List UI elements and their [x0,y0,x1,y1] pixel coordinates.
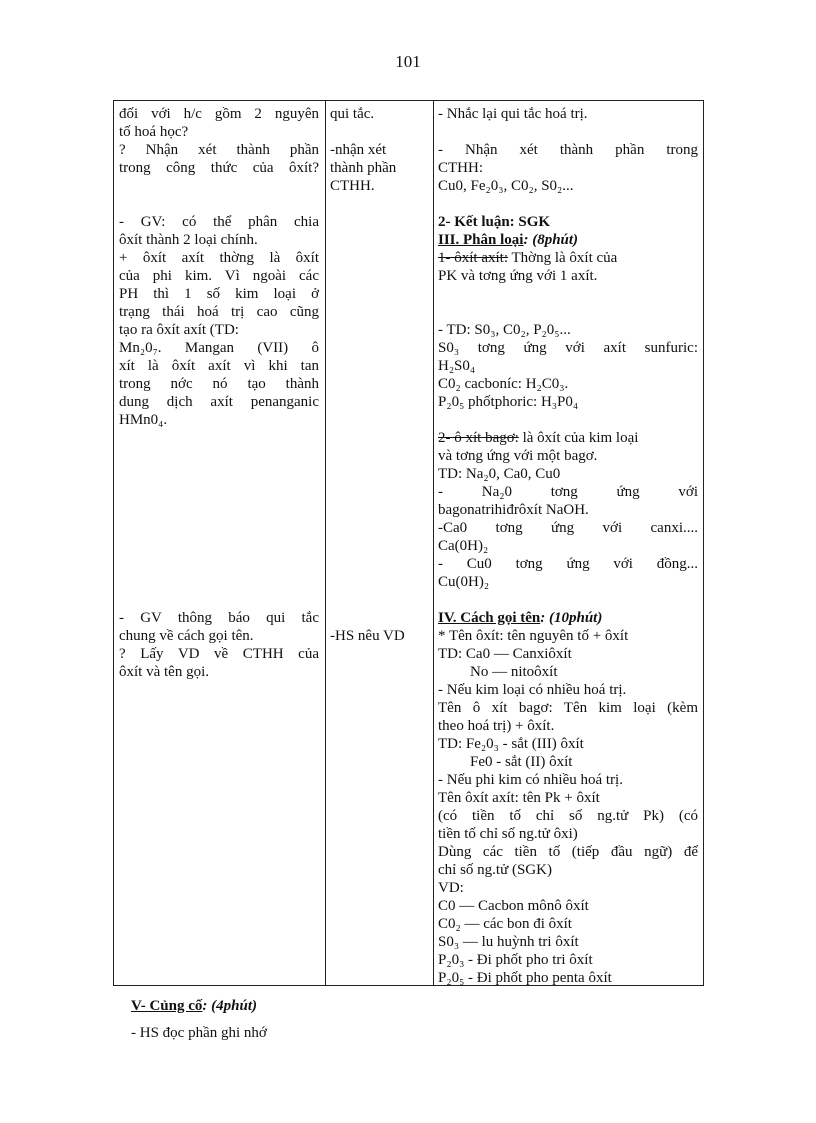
text-line: Tên ôxít axít: tên Pk + ôxít [438,790,600,806]
text-line: thành phần [330,160,397,176]
lesson-table [113,100,704,986]
content-column [438,105,698,987]
phan-loai-heading: III. Phân loại: (8phút) [438,232,579,248]
text-line: tiền tố chỉ số ng.tử ôxi) [438,826,578,842]
text-line: chỉ số ng.tử (SGK) [438,862,552,878]
text-line: Fe0 - sắt (II) ôxít [470,754,573,770]
text-line: ôxít thành 2 loại chính. [119,232,258,248]
text-line: - Cu0 tơng ứng với đồng... [438,556,698,572]
oxit-axit-definition: 1- ôxít axít: Thờng là ôxít của [438,250,618,266]
text-line: S0₃ — lu huỳnh tri ôxít [438,934,579,950]
page-number: 101 [395,52,421,71]
text-line: ? Nhận xét thành phần [119,142,319,158]
column-divider-1 [325,101,326,985]
text-line: S0₃ tơng ứng với axít sunfuric: [438,340,698,356]
text-line: CTHH. [330,178,375,194]
text-line: (có tiền tố chỉ số ng.tử Pk) (có [438,808,698,824]
text-line: + ôxít axít thờng là ôxít [119,250,319,266]
text-line: Mn₂0₇. Mangan (VII) ô [119,340,319,356]
text-line: C0₂ cacboníc: H₂C0₃. [438,376,569,392]
text-line: trong công thức của ôxít? [119,160,319,176]
text-line: H₂S0₄ [438,358,476,374]
text-line: Cu0, Fe₂0₃, C0₂, S0₂... [438,178,574,194]
text-line: -Ca0 tơng ứng với canxi.... [438,520,698,536]
text-line: - Na₂0 tơng ứng với [438,484,698,500]
text-line: * Tên ôxít: tên nguyên tố + ôxít [438,628,629,644]
text-line: chung về cách gọi tên. [119,628,254,644]
ket-luan-heading: 2- Kết luận: SGK [438,214,551,230]
text-line: của phi kim. Vì ngoài các [119,268,319,284]
text-line: HMn0₄. [119,412,168,428]
text-line: - GV thông báo qui tắc [119,610,319,626]
text-line: P₂0₅ phốtphoric: H₃P0₄ [438,394,579,410]
oxit-bazo-definition: 2- ô xít bagơ: là ôxít của kim loại [438,430,639,446]
column-divider-2 [433,101,434,985]
text-line: xít là ôxít axít vì khi tan [119,358,319,374]
text-line: qui tắc. [330,106,375,122]
text-line: tạo ra ôxít axít (TD: [119,322,239,338]
text-line: C0₂ — các bon đi ôxít [438,916,572,932]
text-line: trạng thái hoá trị cao cũng [119,304,319,320]
cung-co-heading: V- Củng cố: (4phút) [131,998,257,1014]
student-activity-column [330,105,415,645]
text-line: TD: Fe₂0₃ - sắt (III) ôxít [438,736,584,752]
text-line: ? Lấy VD về CTHH của [119,646,319,662]
text-line: bagonatrihiđrôxít NaOH. [438,502,589,518]
text-line: - Nhận xét thành phần trong [438,142,698,158]
text-line: trong nớc nó tạo thành [119,376,319,392]
text-line: Ca(0H)₂ [438,538,489,554]
text-line: VD: [438,880,464,896]
text-line: C0 — Cacbon mônô ôxít [438,898,589,914]
text-line: - TD: S0₃, C0₂, P₂0₅... [438,322,571,338]
text-line: - GV: có thể phân chia [119,214,319,230]
text-line: Cu(0H)₂ [438,574,490,590]
text-line: TD: Ca0 — Canxiôxít [438,646,572,662]
text-line: tố hoá học? [119,124,189,140]
text-line: ôxít và tên gọi. [119,664,209,680]
text-line: -nhận xét [330,142,387,158]
text-line: Tên ô xít bagơ: Tên kim loại (kèm [438,700,698,716]
text-line: - Nếu kim loại có nhiều hoá trị. [438,682,627,698]
text-line: và tơng ứng với một bagơ. [438,448,598,464]
text-line: P₂0₅ - Đi phốt pho penta ôxít [438,970,612,986]
text-line: TD: Na₂0, Ca0, Cu0 [438,466,561,482]
teacher-activity-column [119,105,319,681]
text-line: dung dịch axít penanganic [119,394,319,410]
text-line: - Nếu phi kim có nhiều hoá trị. [438,772,623,788]
text-line: CTHH: [438,160,483,176]
text-line: -HS nêu VD [330,628,405,644]
text-line: Dùng các tiền tố (tiếp đầu ngữ) để [438,844,698,860]
ghi-nho-line: - HS đọc phần ghi nhớ [131,1025,267,1041]
text-line: - Nhắc lại qui tắc hoá trị. [438,106,588,122]
cach-goi-ten-heading: IV. Cách gọi tên: (10phút) [438,610,603,626]
text-line: No — nitoôxít [470,664,558,680]
text-line: đối với h/c gồm 2 nguyên [119,106,319,122]
text-line: P₂0₃ - Đi phốt pho tri ôxít [438,952,593,968]
text-line: PK và tơng ứng với 1 axít. [438,268,598,284]
text-line: theo hoá trị) + ôxít. [438,718,555,734]
text-line: PH thì 1 số kim loại ở [119,286,319,302]
